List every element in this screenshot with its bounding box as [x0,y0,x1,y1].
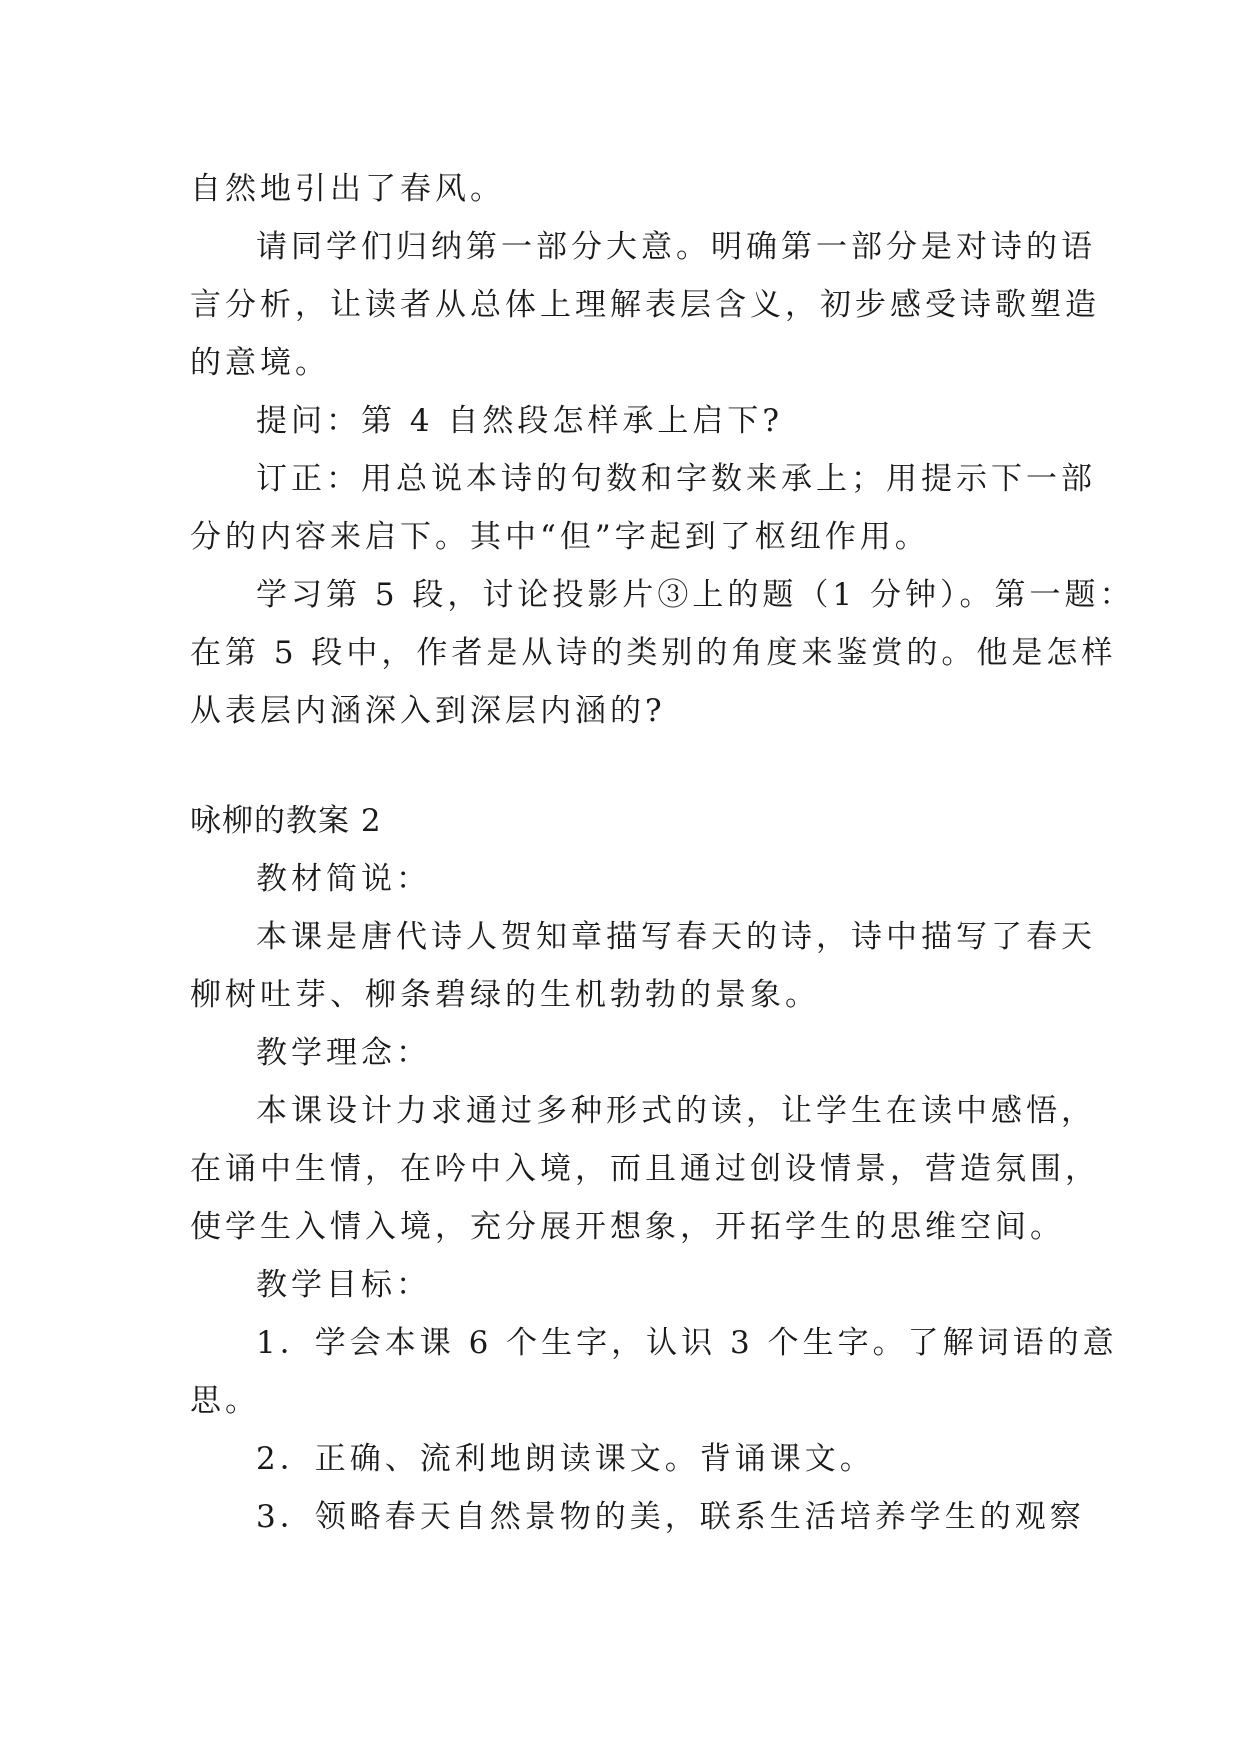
paragraph-line: 在诵中生情，在吟中入境，而且通过创设情景，营造氛围， [190,1151,1100,1187]
paragraph-line: 请同学们归纳第一部分大意。明确第一部分是对诗的语 [256,229,1096,265]
paragraph-line: 在第 5 段中，作者是从诗的类别的角度来鉴赏的。他是怎样 [190,635,1117,671]
paragraph-line: 使学生入情入境，充分展开想象，开拓学生的思维空间。 [190,1209,1065,1245]
paragraph-line: 3．领略春天自然景物的美，联系生活培养学生的观察 [256,1499,1085,1535]
section-gap [190,740,1070,792]
paragraph-line: 提问：第 4 自然段怎样承上启下? [256,403,784,439]
section-heading: 咏柳的教案 2 [190,803,382,839]
paragraph-line: 从表层内涵深入到深层内涵的? [190,693,666,729]
paragraph-line: 思。 [190,1383,260,1419]
paragraph-line: 柳树吐芽、柳条碧绿的生机勃勃的景象。 [190,977,820,1013]
paragraph-line: 2．正确、流利地朗读课文。背诵课文。 [256,1441,875,1477]
paragraph-line: 教学理念： [256,1035,431,1071]
paragraph-line: 本课是唐代诗人贺知章描写春天的诗，诗中描写了春天 [256,919,1096,955]
paragraph-line: 教学目标： [256,1267,431,1303]
paragraph-line: 言分析，让读者从总体上理解表层含义，初步感受诗歌塑造 [190,287,1100,323]
paragraph-line: 本课设计力求通过多种形式的读，让学生在读中感悟， [256,1093,1096,1129]
document-page [190,160,1135,1546]
paragraph-line: 订正：用总说本诗的句数和字数来承上；用提示下一部 [256,461,1096,497]
paragraph-line: 分的内容来启下。其中“但”字起到了枢纽作用。 [190,519,930,555]
paragraph-line: 学习第 5 段，讨论投影片③上的题（1 分钟）。第一题： [256,577,1135,613]
paragraph-line: 自然地引出了春风。 [190,171,505,207]
paragraph-line: 1．学会本课 6 个生字，认识 3 个生字。了解词语的意 [256,1325,1118,1361]
paragraph-line: 的意境。 [190,345,330,381]
paragraph-line: 教材简说： [256,861,431,897]
